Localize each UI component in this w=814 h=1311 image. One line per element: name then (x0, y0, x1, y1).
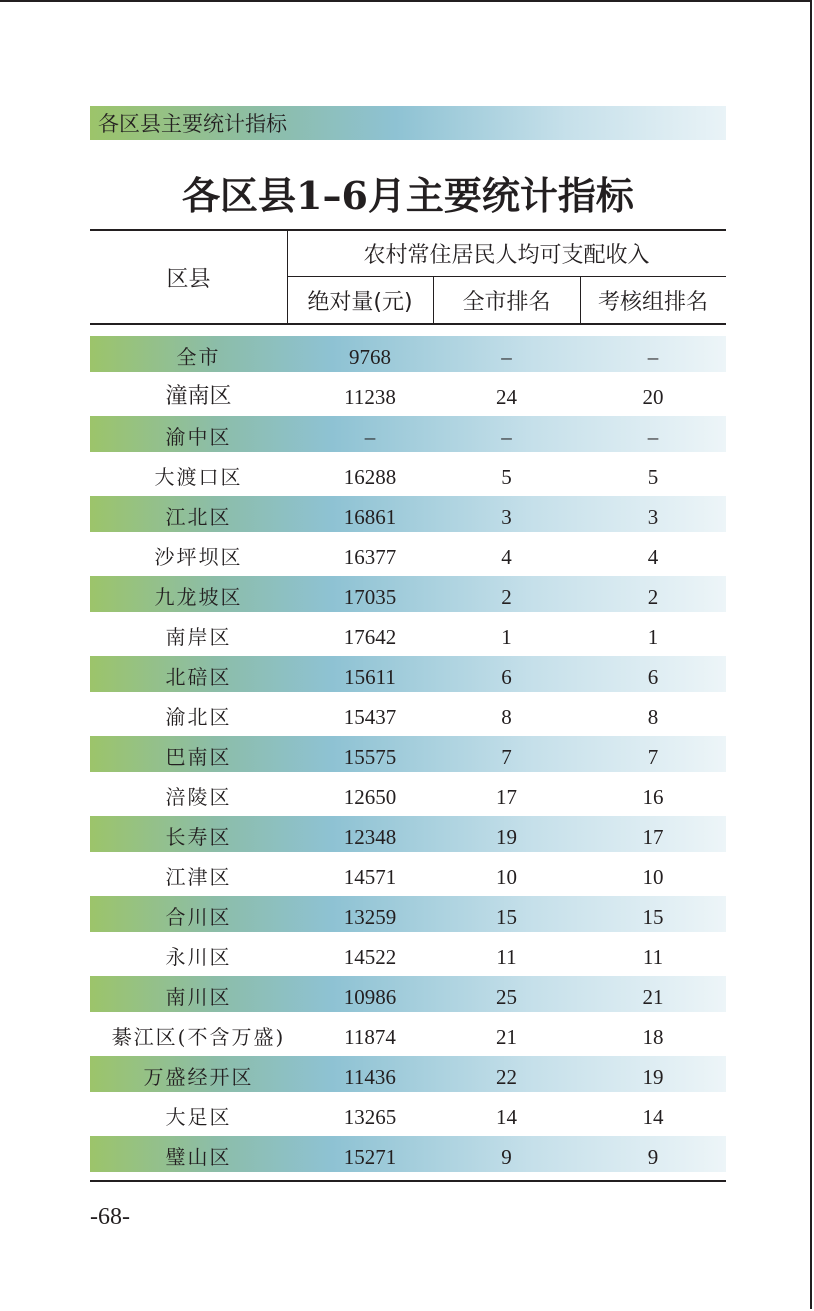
cell-absolute: 15611 (344, 665, 396, 689)
table-row (90, 614, 726, 654)
cell-group-rank: 21 (642, 985, 664, 1009)
cell-city-rank: 10 (496, 865, 517, 889)
cell-city-rank: 1 (501, 625, 512, 649)
table-row (90, 1094, 726, 1134)
cell-county-name: 全市 (176, 345, 221, 369)
cell-group-rank: 7 (647, 745, 659, 769)
cell-city-rank: 6 (501, 665, 512, 689)
cell-county-name: 九龙坡区 (154, 585, 243, 609)
cell-city-rank: 19 (496, 825, 517, 849)
header-county: 区县 (90, 231, 288, 323)
cell-absolute: 15437 (343, 705, 397, 729)
cell-county-name: 渝中区 (165, 425, 232, 449)
cell-absolute: 10986 (343, 985, 397, 1009)
table-row (90, 1134, 726, 1174)
cell-county-name: 江北区 (165, 505, 232, 529)
cell-group-rank: 8 (647, 705, 659, 729)
cell-group-rank: 4 (647, 545, 659, 569)
table-body (90, 334, 726, 1174)
header-absolute: 绝对量(元) (287, 277, 434, 323)
cell-city-rank: 8 (501, 705, 512, 729)
cell-county-name: 大渡口区 (154, 465, 243, 489)
cell-city-rank: 7 (501, 745, 512, 769)
cell-absolute: 13259 (343, 905, 397, 929)
cell-county-name: 合川区 (165, 905, 232, 929)
cell-absolute: 11238 (344, 385, 396, 409)
cell-city-rank: 21 (496, 1025, 517, 1049)
cell-absolute: 9768 (349, 345, 391, 369)
cell-group-rank: 11 (642, 945, 664, 969)
cell-group-rank: 15 (642, 905, 664, 929)
cell-county-name: 沙坪坝区 (154, 545, 243, 569)
cell-absolute: 13265 (343, 1105, 397, 1129)
cell-city-rank: 4 (501, 545, 512, 569)
cell-absolute: 14522 (343, 945, 397, 969)
table-header (90, 229, 726, 325)
cell-group-rank: 1 (647, 625, 659, 649)
cell-city-rank: 3 (501, 505, 512, 529)
table-row (90, 974, 726, 1014)
cell-group-rank: 16 (642, 785, 664, 809)
cell-city-rank: – (501, 345, 512, 369)
cell-county-name: 南川区 (165, 985, 232, 1009)
table-row (90, 334, 726, 374)
cell-absolute: 16861 (343, 505, 397, 529)
cell-absolute: – (364, 425, 376, 449)
cell-group-rank: 3 (647, 505, 659, 529)
cell-city-rank: 17 (496, 785, 517, 809)
table-row (90, 894, 726, 934)
cell-city-rank: 24 (496, 385, 517, 409)
table-bottom-rule (90, 1180, 726, 1182)
cell-absolute: 16288 (343, 465, 397, 489)
cell-absolute: 15271 (343, 1145, 397, 1169)
cell-group-rank: 5 (647, 465, 659, 489)
cell-city-rank: 22 (496, 1065, 517, 1089)
cell-city-rank: 9 (501, 1145, 512, 1169)
table-row (90, 454, 726, 494)
cell-county-name: 永川区 (165, 945, 232, 969)
cell-county-name: 璧山区 (165, 1145, 232, 1169)
cell-group-rank: 2 (647, 585, 659, 609)
header-group-rank: 考核组排名 (597, 289, 708, 315)
cell-group-rank: 19 (642, 1065, 664, 1089)
cell-county-name: 南岸区 (165, 625, 232, 649)
cell-absolute: 14571 (343, 865, 397, 889)
cell-group-rank: 9 (647, 1145, 659, 1169)
cell-group-rank: 17 (642, 825, 664, 849)
cell-absolute: 17035 (343, 585, 397, 609)
cell-city-rank: 2 (501, 585, 512, 609)
table-title: 各区县1–6月主要统计指标 (182, 173, 634, 218)
cell-county-name: 渝北区 (165, 705, 232, 729)
table-row (90, 654, 726, 694)
cell-county-name: 涪陵区 (165, 785, 232, 809)
section-header-bar (90, 106, 726, 140)
table-row (90, 574, 726, 614)
cell-county-name: 巴南区 (165, 745, 232, 769)
cell-absolute: 12650 (343, 785, 397, 809)
cell-county-name: 万盛经开区 (143, 1065, 254, 1089)
table-row (90, 734, 726, 774)
cell-absolute: 12348 (343, 825, 397, 849)
cell-city-rank: 15 (496, 905, 517, 929)
table-row (90, 1054, 726, 1094)
table-row (90, 534, 726, 574)
table-row (90, 374, 726, 414)
table-row (90, 854, 726, 894)
cell-county-name: 潼南区 (165, 384, 232, 409)
cell-group-rank: 14 (642, 1105, 664, 1129)
cell-county-name: 綦江区(不含万盛) (111, 1025, 286, 1049)
cell-group-rank: 20 (642, 385, 664, 409)
cell-absolute: 15575 (343, 745, 397, 769)
table-row (90, 934, 726, 974)
cell-county-name: 大足区 (165, 1105, 232, 1129)
table-row (90, 814, 726, 854)
cell-city-rank: – (501, 425, 512, 449)
cell-county-name: 长寿区 (165, 825, 232, 849)
cell-absolute: 16377 (343, 545, 397, 569)
cell-city-rank: 14 (496, 1105, 517, 1129)
cell-county-name: 江津区 (165, 865, 232, 889)
cell-group-rank: 18 (642, 1025, 664, 1049)
cell-city-rank: 5 (501, 465, 512, 489)
cell-county-name: 北碚区 (165, 665, 232, 689)
page-number: -68- (90, 1204, 130, 1230)
header-city-rank: 全市排名 (433, 277, 581, 323)
table-row (90, 774, 726, 814)
cell-absolute: 11436 (344, 1065, 396, 1089)
cell-city-rank: 11 (496, 945, 517, 969)
table-row (90, 694, 726, 734)
table-row (90, 494, 726, 534)
cell-absolute: 11874 (344, 1025, 396, 1049)
section-header-text: 各区县主要统计指标 (98, 112, 287, 136)
cell-city-rank: 25 (496, 985, 517, 1009)
cell-group-rank: 6 (647, 665, 659, 689)
header-income-group: 农村常住居民人均可支配收入 (287, 231, 726, 277)
table-row (90, 1014, 726, 1054)
cell-absolute: 17642 (343, 625, 397, 649)
cell-group-rank: – (647, 425, 659, 449)
table-row (90, 414, 726, 454)
cell-group-rank: – (647, 345, 659, 369)
cell-group-rank: 10 (642, 865, 664, 889)
